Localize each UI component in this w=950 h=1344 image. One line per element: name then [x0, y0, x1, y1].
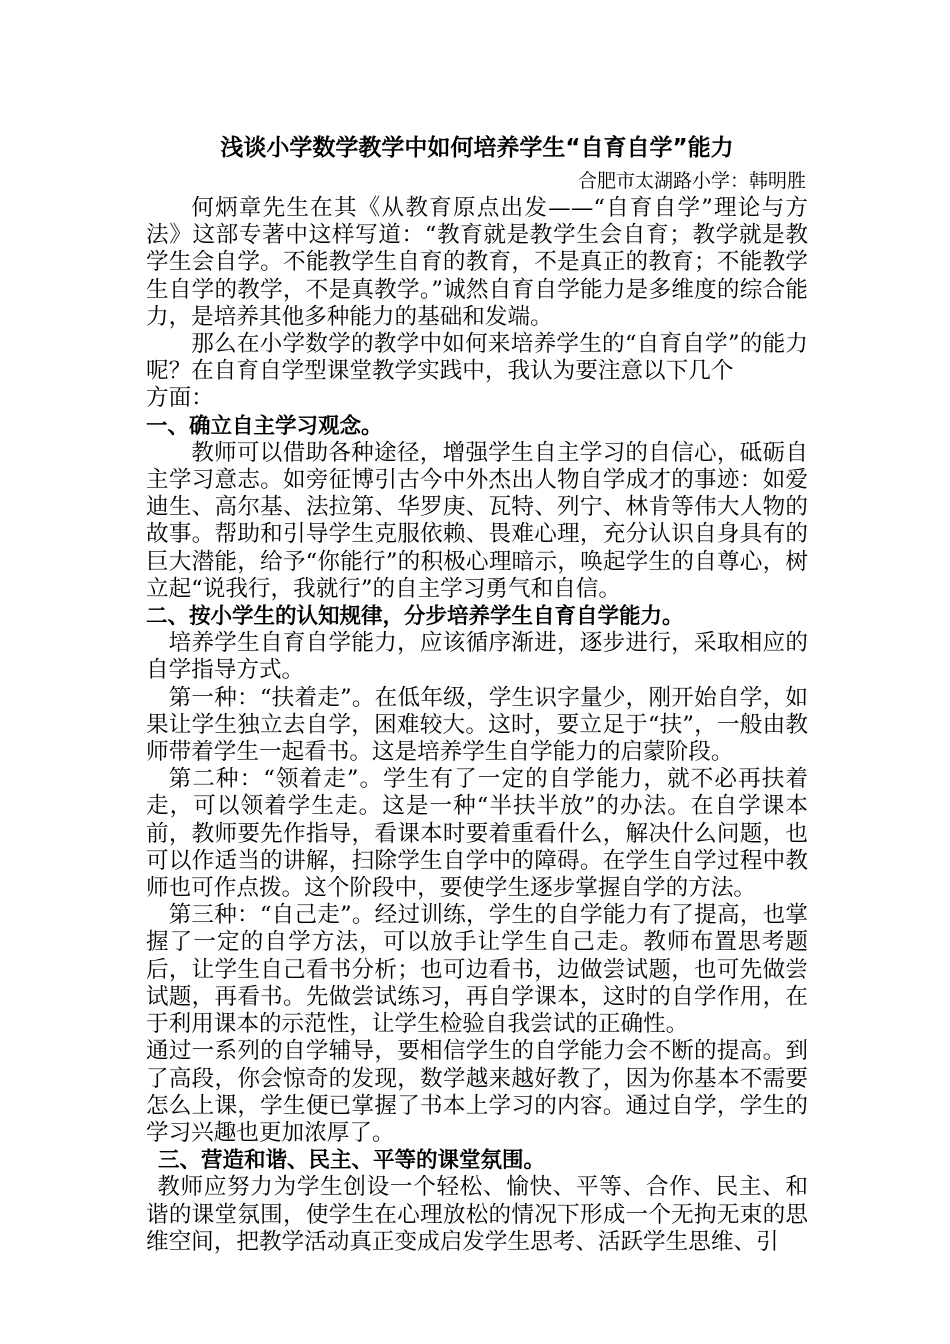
paragraph-section-3: 教师应努力为学生创设一个轻松、愉快、平等、合作、民主、和谐的课堂氛围，使学生在心理放松的情况下形成一个无拘无束的思维空间，把教学活动真正变成启发学生思考、活跃学生思维、引 [146, 1174, 808, 1255]
section-heading-1: 一、确立自主学习观念。 [146, 413, 383, 439]
paragraph-method-2: 第二种：“领着走”。学生有了一定的自学能力，就不必再扶着走，可以领着学生走。这是一种“半扶半放”的办法。在自学课本前，教师要先作指导，看课本时要着重看什么，解决什么问题，也可以作适当的讲解，扫除学生自学中的障碍。在学生自学过程中教师也可作点拨。这个阶段中，要使学生逐步掌握自学的方法。 [146, 766, 808, 902]
section-heading-2: 二、按小学生的认知规律，分步培养学生自育自学能力。 [146, 604, 684, 630]
paragraph-intro: 何炳章先生在其《从教育原点出发——“自育自学”理论与方法》这部专著中这样写道：“教育就是教学生会自育；教学就是教学生会自学。不能教学生自育的教育，不是真正的教育；不能教学生自学的教学，不是真教学。”诚然自育自学能力是多维度的综合能力，是培养其他多种能力的基础和发端。 [146, 195, 808, 330]
paragraph-method-1: 第一种：“扶着走”。在低年级，学生识字量少，刚开始自学，如果让学生独立去自学，困难较大。这时，要立足于“扶”，一般由教师带着学生一起看书。这是培养学生自学能力的启蒙阶段。 [146, 684, 808, 766]
document-title: 浅谈小学数学教学中如何培养学生“自育自学”能力 [220, 135, 734, 161]
paragraph-section-2-summary: 通过一系列的自学辅导，要相信学生的自学能力会不断的提高。到了高段，你会惊奇的发现，数学越来越好教了，因为你基本不需要怎么上课，学生便已掌握了书本上学习的内容。通过自学，学生的学习兴趣也更加浓厚了。 [146, 1038, 808, 1146]
paragraph-section-1: 教师可以借助各种途径，增强学生自主学习的自信心，砥砺自主学习意志。如旁征博引古今中外杰出人物自学成才的事迹：如爱迪生、高尔基、法拉第、华罗庚、瓦特、列宁、林肯等伟大人物的故事。帮助和引导学生克服依赖、畏难心理，充分认识自身具有的巨大潜能，给予“你能行”的积极心理暗示，唤起学生的自尊心，树立起“说我行，我就行”的自主学习勇气和自信。 [146, 439, 808, 602]
document-page [146, 128, 808, 1256]
document-author: 合肥市太湖路小学：韩明胜 [577, 170, 806, 192]
paragraph-question: 那么在小学数学的教学中如何来培养学生的“自育自学”的能力呢？在自育自学型课堂教学实践中，我认为要注意以下几个 [146, 331, 808, 385]
paragraph-method-3: 第三种：“自己走”。经过训练，学生的自学能力有了提高，也掌握了一定的自学方法，可以放手让学生自己走。教师布置思考题后，让学生自己看书分析；也可边看书，边做尝试题，也可先做尝试题，再看书。先做尝试练习，再自学课本，这时的自学作用，在于利用课本的示范性，让学生检验自我尝试的正确性。 [146, 902, 808, 1038]
paragraph-aspects: 方面： [146, 385, 214, 412]
section-heading-3: 三、营造和谐、民主、平等的课堂氛围。 [158, 1148, 546, 1174]
paragraph-section-2-intro: 培养学生自育自学能力，应该循序渐进，逐步进行，采取相应的自学指导方式。 [146, 630, 808, 684]
